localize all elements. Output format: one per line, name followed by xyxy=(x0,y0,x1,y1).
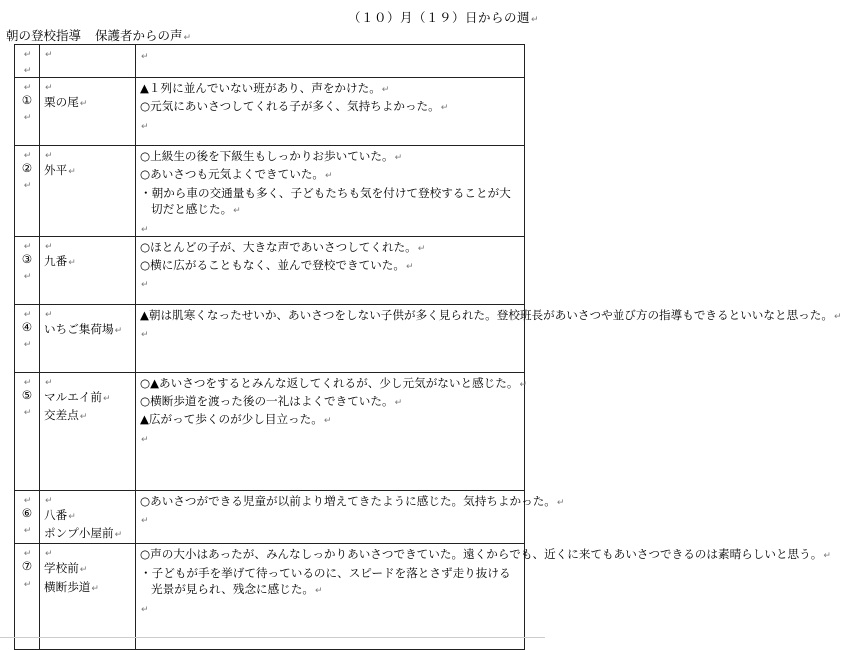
return-mark-icon: ↵ xyxy=(141,121,149,132)
table-row xyxy=(15,372,525,490)
return-mark-icon: ↵ xyxy=(23,526,32,537)
return-mark-icon: ↵ xyxy=(405,262,414,273)
comment-cell xyxy=(136,490,565,544)
location-name: いちご集荷場 xyxy=(44,321,114,336)
return-mark-icon: ↵ xyxy=(440,103,449,114)
table-row xyxy=(15,236,525,304)
return-mark-icon: ↵ xyxy=(833,311,842,322)
return-mark-icon: ↵ xyxy=(141,516,149,527)
row-number-cell xyxy=(15,304,40,372)
return-mark-icon: ↵ xyxy=(23,50,32,60)
location-name: 栗の尾 xyxy=(44,95,79,109)
comment-cell xyxy=(136,304,842,372)
title-part-1: 朝の登校指導 xyxy=(6,28,82,43)
comment-text: ▲朝は肌寒くなったせいか、あいさつをしない子供が多く見られた。登校班長があいさつや並び方の指導もできるといいなと思った。 xyxy=(140,307,833,322)
row-number-cell xyxy=(15,372,40,490)
comment-cell xyxy=(136,78,525,146)
comment-text: ○あいさつができる児童が以前より増えてきたように感じた。気持ちよかった。 xyxy=(140,493,556,508)
comment-text: ▲広がって歩くのが少し目立った。 xyxy=(140,412,323,427)
return-mark-icon: ↵ xyxy=(45,241,53,252)
return-mark-icon: ↵ xyxy=(315,586,323,597)
return-mark-icon: ↵ xyxy=(68,511,76,522)
return-mark-icon: ↵ xyxy=(183,33,192,43)
row-number-cell xyxy=(15,236,40,304)
return-mark-icon: ↵ xyxy=(141,224,149,235)
row-number-cell xyxy=(15,544,40,650)
return-mark-icon: ↵ xyxy=(141,52,149,62)
row-number-cell xyxy=(15,78,40,146)
location-name: ポンプ小屋前 xyxy=(44,526,114,541)
title-part-2: 保護者からの声 xyxy=(95,28,183,43)
comment-text: ○ほとんどの子が、大きな声であいさつしてくれた。 xyxy=(140,239,417,254)
location-name: 横断歩道 xyxy=(44,579,91,594)
return-mark-icon: ↵ xyxy=(417,243,426,254)
row-number-cell xyxy=(15,146,40,237)
return-mark-icon: ↵ xyxy=(394,398,403,409)
row-number: ③ xyxy=(21,251,33,266)
return-mark-icon: ↵ xyxy=(23,377,32,388)
return-mark-icon: ↵ xyxy=(23,83,32,93)
comment-cell xyxy=(136,544,831,650)
comment-text: ・子どもが手を挙げて待っているのに、スピードを落とさず走り抜ける光景が見られ、残念に感じた。 xyxy=(140,565,511,597)
return-mark-icon: ↵ xyxy=(233,206,241,217)
comment-text: ○上級生の後を下級生もしっかりお歩いていた。 xyxy=(140,149,394,163)
comment-text: ○▲あいさつをするとみんな返してくれるが、少し元気がないと感じた。 xyxy=(140,375,519,390)
return-mark-icon: ↵ xyxy=(68,167,76,177)
comment-text: ○横に広がることもなく、並んで登校できていた。 xyxy=(140,258,405,273)
return-mark-icon: ↵ xyxy=(141,604,149,615)
comment-text: ・朝から車の交通量も多く、子どもたちも気を付けて登校することが大切だと感じた。 xyxy=(140,185,511,217)
return-mark-icon: ↵ xyxy=(141,280,149,291)
row-number: ⑥ xyxy=(21,505,33,520)
return-mark-icon: ↵ xyxy=(79,565,88,576)
return-mark-icon: ↵ xyxy=(394,153,403,163)
location-name: 交差点 xyxy=(44,408,79,423)
table-row xyxy=(15,304,525,372)
table-row xyxy=(15,78,525,146)
location-name: 外平 xyxy=(44,163,68,177)
return-mark-icon: ↵ xyxy=(102,393,111,404)
return-mark-icon: ↵ xyxy=(325,171,333,182)
comment-cell xyxy=(136,236,525,304)
comment-cell xyxy=(136,45,525,78)
table-row xyxy=(15,544,525,650)
comment-cell xyxy=(136,372,525,490)
table-row xyxy=(15,146,525,237)
row-number: ④ xyxy=(21,319,33,334)
location-name: マルエイ前 xyxy=(44,389,102,404)
comment-text: ○声の大小はあったが、みんなしっかりあいさつできていた。遠くからでも、近くに来てもあいさつできるのは素晴らしいと思う。 xyxy=(140,547,823,562)
page-bottom-rule xyxy=(0,637,545,638)
page-title xyxy=(6,26,191,44)
table-row xyxy=(15,490,525,544)
location-cell xyxy=(40,146,136,237)
return-mark-icon: ↵ xyxy=(141,330,149,341)
return-mark-icon: ↵ xyxy=(141,434,149,445)
return-mark-icon: ↵ xyxy=(23,408,32,419)
location-cell xyxy=(40,78,136,146)
report-table-body xyxy=(15,45,842,650)
row-number-cell xyxy=(15,45,40,78)
return-mark-icon: ↵ xyxy=(23,549,32,560)
return-mark-icon: ↵ xyxy=(381,85,390,95)
table-row xyxy=(15,45,525,78)
return-mark-icon: ↵ xyxy=(519,379,527,390)
row-number: ② xyxy=(21,161,33,175)
location-cell xyxy=(40,45,136,78)
report-table xyxy=(14,44,842,650)
return-mark-icon: ↵ xyxy=(45,151,53,161)
return-mark-icon: ↵ xyxy=(114,325,123,336)
return-mark-icon: ↵ xyxy=(45,377,53,388)
return-mark-icon: ↵ xyxy=(45,309,53,320)
comment-cell xyxy=(136,146,525,237)
return-mark-icon: ↵ xyxy=(823,551,831,562)
return-mark-icon: ↵ xyxy=(23,241,32,252)
location-cell xyxy=(40,490,136,544)
row-number: ① xyxy=(21,93,33,107)
week-date-text: （１０）月（１９）日からの週 xyxy=(347,10,530,25)
comment-text: ○元気にあいさつしてくれる子が多く、気持ちよかった。 xyxy=(140,99,440,114)
return-mark-icon: ↵ xyxy=(79,99,88,109)
return-mark-icon: ↵ xyxy=(45,549,53,560)
return-mark-icon: ↵ xyxy=(530,15,539,25)
return-mark-icon: ↵ xyxy=(23,66,32,76)
return-mark-icon: ↵ xyxy=(323,416,332,427)
row-number-cell xyxy=(15,490,40,544)
return-mark-icon: ↵ xyxy=(556,497,565,508)
return-mark-icon: ↵ xyxy=(23,113,32,124)
return-mark-icon: ↵ xyxy=(45,83,53,93)
comment-text: ▲１列に並んでいない班があり、声をかけた。 xyxy=(140,81,381,95)
return-mark-icon: ↵ xyxy=(23,272,32,283)
return-mark-icon: ↵ xyxy=(91,583,99,594)
location-cell xyxy=(40,544,136,650)
location-name: 学校前 xyxy=(44,561,79,576)
return-mark-icon: ↵ xyxy=(23,309,32,320)
location-cell xyxy=(40,304,136,372)
location-name: 八番 xyxy=(44,507,68,522)
return-mark-icon: ↵ xyxy=(114,530,123,541)
location-name: 九番 xyxy=(44,253,68,268)
return-mark-icon: ↵ xyxy=(45,495,53,506)
location-cell xyxy=(40,236,136,304)
return-mark-icon: ↵ xyxy=(23,151,32,161)
comment-text: ○あいさつも元気よくできていた。 xyxy=(140,167,325,182)
return-mark-icon: ↵ xyxy=(23,340,32,351)
row-number: ⑤ xyxy=(21,387,33,402)
return-mark-icon: ↵ xyxy=(23,181,32,192)
week-date-label xyxy=(348,8,539,26)
return-mark-icon: ↵ xyxy=(68,257,76,268)
return-mark-icon: ↵ xyxy=(45,50,53,60)
return-mark-icon: ↵ xyxy=(79,412,88,423)
return-mark-icon: ↵ xyxy=(23,495,32,506)
comment-text: ○横断歩道を渡った後の一礼はよくできていた。 xyxy=(140,394,394,409)
location-cell xyxy=(40,372,136,490)
row-number: ⑦ xyxy=(21,559,33,574)
return-mark-icon: ↵ xyxy=(23,579,32,590)
